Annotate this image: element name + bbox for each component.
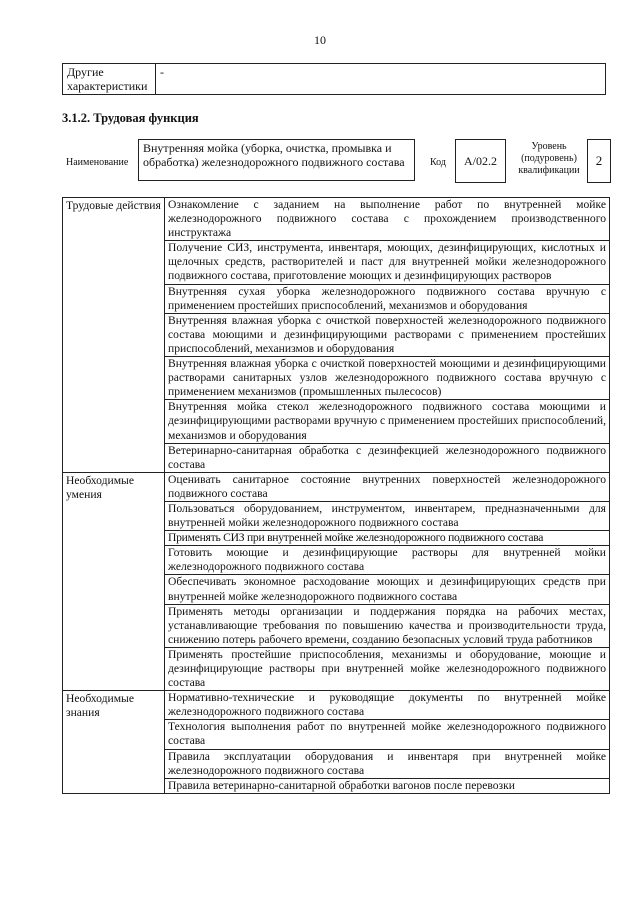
table-cell: Оценивать санитарное состояние внутренних поверхностей железнодорожного подвижного состава: [165, 472, 610, 501]
table-cell: Применять методы организации и поддержания порядка на рабочих местах, устанавливающие требования по повышению качества и производительности труда, снижению потерь рабочего времени, созданию безопасных условий труда работников: [165, 604, 610, 647]
group-label-knowledge: Необходимые знания: [63, 691, 165, 794]
table-cell: Готовить моющие и дезинфицирующие растворы для внутренней мойки железнодорожного подвижного состава: [165, 546, 610, 575]
page-number: 10: [314, 33, 326, 47]
code-label: Код: [430, 157, 446, 168]
table-cell: Технология выполнения работ по внутренней мойке железнодорожного подвижного состава: [165, 720, 610, 749]
table-row: [63, 472, 610, 501]
group-label-skills: Необходимые умения: [63, 472, 165, 690]
table-cell: Пользоваться оборудованием, инструментом, инвентарем, предназначенными для внутренней мойки железнодорожного подвижного состава: [165, 501, 610, 530]
function-header: [62, 138, 610, 184]
table-cell: Внутренняя мойка стекол железнодорожного подвижного состава моющими и дезинфицирующими растворами вручную с применением простейших приспособлений, механизмов и оборудования: [165, 400, 610, 443]
level-value: 2: [587, 139, 611, 183]
table-cell: Ознакомление с заданием на выполнение работ по внутренней мойке железнодорожного подвижного состава с прохождением производственного инструктажа: [165, 198, 610, 241]
table-cell: Внутренняя влажная уборка с очисткой поверхностей железнодорожного подвижного состава моющими и дезинфицирующими растворами с применением простейших приспособлений, механизмов и оборудования: [165, 313, 610, 356]
level-label: Уровень (подуровень) квалификации: [518, 141, 580, 176]
table-row: [63, 198, 610, 241]
name-value: Внутренняя мойка (уборка, очистка, промывка и обработка) железнодорожного подвижного состава: [138, 139, 415, 181]
table-cell: Применять простейшие приспособления, механизмы и оборудование, моющие и дезинфицирующие растворы при внутренней мойке железнодорожного подвижного состава: [165, 647, 610, 690]
table-row: [63, 691, 610, 720]
name-label: Наименование: [66, 157, 129, 168]
table-cell: Ветеринарно-санитарная обработка с дезинфекцией железнодорожного подвижного состава: [165, 443, 610, 472]
code-value: A/02.2: [455, 139, 506, 183]
labor-function-table: [62, 197, 610, 794]
table-cell: Внутренняя влажная уборка с очисткой поверхностей моющими и дезинфицирующими растворами санитарных узлов железнодорожного подвижного состава вручную с применением механизмов (промышленных пылесосов): [165, 357, 610, 400]
table-cell: Получение СИЗ, инструмента, инвентаря, моющих, дезинфицирующих, кислотных и щелочных средств, растворителей и паст для внутренней мойки железнодорожного подвижного состава, приготовление моющих и дезинфицирующих растворов: [165, 241, 610, 284]
table-cell: Правила эксплуатации оборудования и инвентаря при внутренней мойке железнодорожного подвижного состава: [165, 749, 610, 778]
other-characteristics-value: -: [156, 64, 606, 95]
other-characteristics-table: [62, 63, 606, 95]
other-characteristics-label: Другие характеристики: [63, 64, 156, 95]
table-cell: Нормативно-технические и руководящие документы по внутренней мойке железнодорожного подвижного состава: [165, 691, 610, 720]
table-cell: Обеспечивать экономное расходование моющих и дезинфицирующих средств при внутренней мойке железнодорожного подвижного состава: [165, 575, 610, 604]
section-title: 3.1.2. Трудовая функция: [62, 111, 199, 125]
table-cell: Применять СИЗ при внутренней мойке железнодорожного подвижного состава: [165, 531, 610, 546]
table-cell: Внутренняя сухая уборка железнодорожного подвижного состава вручную с применением простейших приспособлений, механизмов и оборудования: [165, 284, 610, 313]
group-label-actions: Трудовые действия: [63, 198, 165, 473]
table-cell: Правила ветеринарно-санитарной обработки вагонов после перевозки: [165, 778, 610, 793]
